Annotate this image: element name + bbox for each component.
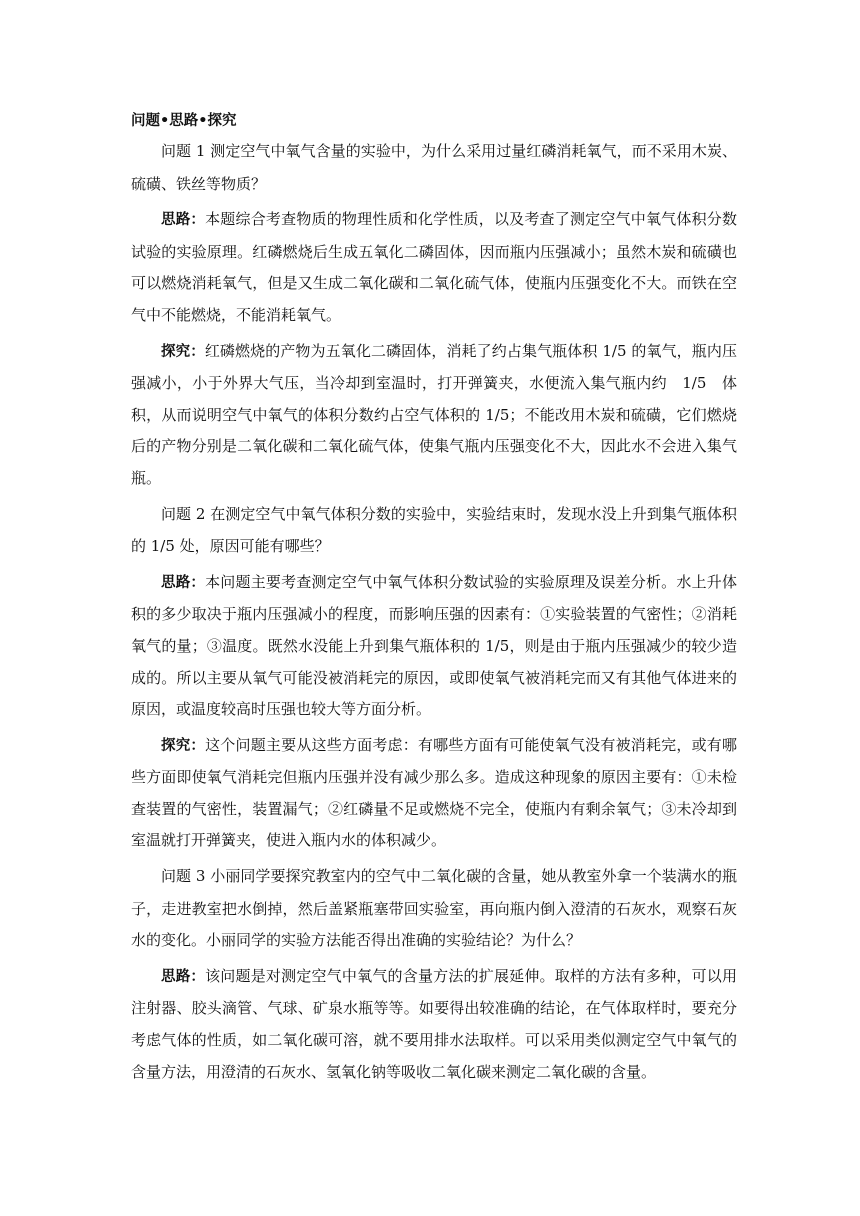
- paragraph-text: 本问题主要考查测定空气中氧气体积分数试验的实验原理及误差分析。水上升体积的多少取决于瓶内压强减小的程度，而影响压强的因素有：①实验装置的气密性；②消耗氧气的量；③温度。既然水没能上升到集气瓶体积的 1/5，则是由于瓶内压强减少的较少造成的。所以主要从氧气可能没被消耗完的原因，或即使氧气被消耗完而又有其他气体进来的原因，或温度较高时压强也较大等方面分析。: [131, 572, 737, 719]
- paragraph-text: 问题 2 在测定空气中氧气体积分数的实验中，实验结束时，发现水没上升到集气瓶体积的 1/5 处，原因可能有哪些？: [131, 504, 737, 556]
- paragraph-text: 红磷燃烧的产物为五氧化二磷固体，消耗了约占集气瓶体积 1/5 的氧气，瓶内压强减小，小于外界大气压，当冷却到室温时，打开弹簧夹，水便流入集气瓶内约 1/5 体积，从而说明空气中氧气的体积分数约占空气体积的 1/5；不能改用木炭和硫磺，它们燃烧后的产物分别是二氧化碳和二氧化硫气体，使集气瓶内压强变化不大，因此水不会进入集气瓶。: [131, 341, 737, 487]
- question-2-exploration: [131, 730, 737, 857]
- section-heading: 问题•思路•探究: [131, 113, 237, 129]
- lead-label: 探究：: [161, 343, 205, 360]
- paragraph-text: 问题 3 小丽同学要探究教室内的空气中二氧化碳的含量，她从教室外拿一个装满水的瓶子，走进教室把水倒掉，然后盖紧瓶塞带回实验室，再向瓶内倒入澄清的石灰水，观察石灰水的变化。小丽同学的实验方法能否得出准确的实验结论？为什么？: [131, 867, 737, 950]
- question-2-thinking: [131, 567, 737, 726]
- question-1-exploration: [131, 336, 737, 495]
- document-page: [131, 108, 737, 1092]
- question-3: [131, 861, 737, 957]
- lead-label: 思路：: [161, 574, 206, 591]
- question-1: [131, 136, 737, 200]
- question-2: [131, 499, 737, 563]
- question-3-thinking: [131, 961, 737, 1088]
- paragraph-text: 问题 1 测定空气中氧气含量的实验中，为什么采用过量红磷消耗氧气，而不采用木炭、硫磺、铁丝等物质？: [131, 142, 737, 193]
- paragraph-text: 该问题是对测定空气中氧气的含量方法的扩展延伸。取样的方法有多种，可以用注射器、胶头滴管、气球、矿泉水瓶等等。如要得出较准确的结论，在气体取样时，要充分考虑气体的性质，如二氧化碳可溶，就不要用排水法取样。可以采用类似测定空气中氧气的含量方法，用澄清的石灰水、氢氧化钠等吸收二氧化碳来测定二氧化碳的含量。: [131, 966, 737, 1081]
- lead-label: 思路：: [161, 212, 206, 229]
- lead-label: 探究：: [161, 737, 206, 754]
- paragraph-text: 本题综合考查物质的物理性质和化学性质，以及考查了测定空气中氧气体积分数试验的实验原理。红磷燃烧后生成五氧化二磷固体，因而瓶内压强减小；虽然木炭和硫磺也可以燃烧消耗氧气，但是又生成二氧化碳和二氧化硫气体，使瓶内压强变化不大。而铁在空气中不能燃烧，不能消耗氧气。: [131, 210, 737, 324]
- question-1-thinking: [131, 204, 737, 331]
- paragraph-text: 这个问题主要从这些方面考虑：有哪些方面有可能使氧气没有被消耗完，或有哪些方面即使氧气消耗完但瓶内压强并没有减少那么多。造成这种现象的原因主要有：①未检查装置的气密性，装置漏气；②红磷量不足或燃烧不完全，使瓶内有剩余氧气；③未冷却到室温就打开弹簧夹，使进入瓶内水的体积减少。: [131, 735, 737, 850]
- lead-label: 思路：: [161, 968, 206, 985]
